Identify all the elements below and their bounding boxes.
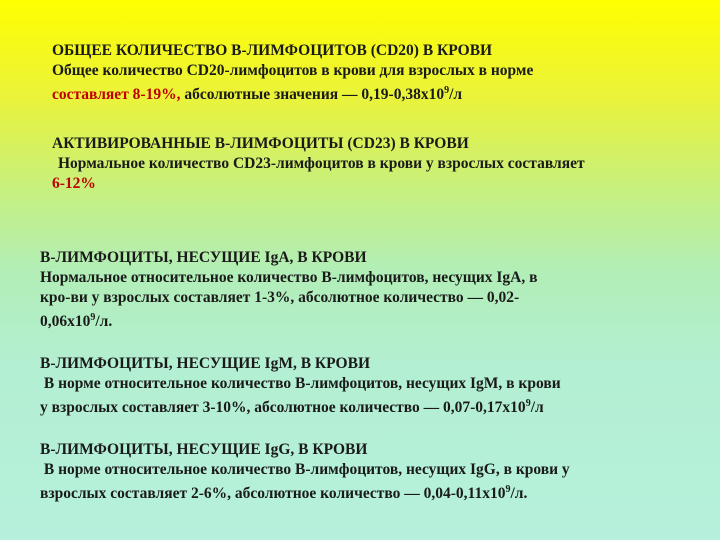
section-igg [40,440,570,504]
section-text-line [40,394,561,418]
superscript: 9 [90,312,96,323]
superscript: 9 [444,85,450,96]
highlight-value: 6-12% [52,175,96,192]
section-text-line: Нормальное количество CD23-лимфоцитов в крови у взрослых составляет [58,155,585,172]
text-fragment: абсолютные значения — 0,19-0,38х10 [180,86,445,103]
section-text-line: кро-ви у взрослых составляет 1-3%, абсолютное количество — 0,02- [40,289,520,306]
section-cd23 [52,134,585,194]
highlight-value: составляет 8-19%, [52,86,181,103]
section-title: В-ЛИМФОЦИТЫ, НЕСУЩИЕ IgA, В КРОВИ [40,249,367,266]
section-title: АКТИВИРОВАННЫЕ В-ЛИМФОЦИТЫ (CD23) В КРОВИ [52,135,469,152]
section-title: ОБЩЕЕ КОЛИЧЕСТВО В-ЛИМФОЦИТОВ (CD20) В КРОВИ [52,42,493,59]
text-fragment: 0,06х10 [40,313,91,330]
section-text-line [52,81,533,105]
text-fragment: /л [530,399,544,416]
section-cd20 [52,41,533,105]
text-fragment: /л. [95,313,113,330]
text-fragment: у взрослых составляет 3-10%, абсолютное количество — 0,07-0,17х10 [40,399,526,416]
text-fragment: взрослых составляет 2-6%, абсолютное количество — 0,04-0,11х10 [40,485,506,502]
section-text-line: Нормальное относительное количество В-лимфоцитов, несущих IgA, в [40,269,538,286]
section-text-line: В норме относительное количество В-лимфоцитов, несущих IgM, в крови [40,375,561,392]
text-fragment: /л [449,86,463,103]
section-title: В-ЛИМФОЦИТЫ, НЕСУЩИЕ IgM, В КРОВИ [40,355,371,372]
section-iga [40,248,538,332]
text-fragment: /л. [510,485,528,502]
section-igm [40,354,561,418]
section-text-line [40,308,538,332]
section-text-line: Общее количество CD20-лимфоцитов в крови для взрослых в норме [52,62,534,79]
section-text-line [52,174,585,194]
superscript: 9 [525,398,531,409]
section-title: В-ЛИМФОЦИТЫ, НЕСУЩИЕ IgG, В КРОВИ [40,441,368,458]
section-text-line: В норме относительное количество В-лимфоцитов, несущих IgG, в крови у [40,461,570,478]
section-text-line [40,480,570,504]
superscript: 9 [505,484,511,495]
